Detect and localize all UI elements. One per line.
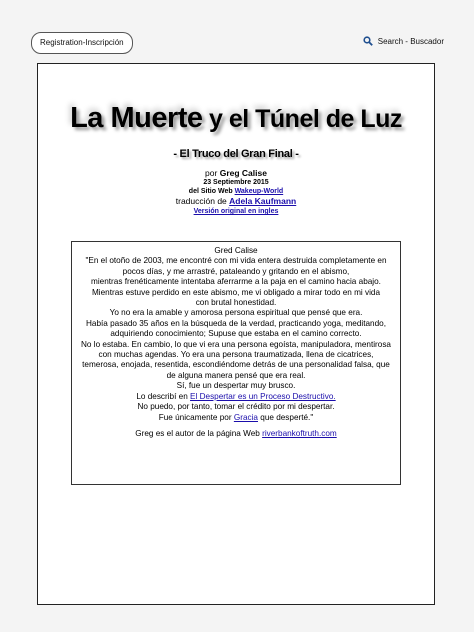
grace-suffix: que desperté."	[257, 412, 314, 422]
grace-line	[80, 413, 392, 423]
page-subtitle: - El Truco del Gran Final -	[173, 148, 299, 160]
document-page	[37, 63, 435, 605]
quote-paragraph: Yo no era la amable y amorosa persona espiritual que pensé que era.	[109, 308, 363, 318]
translation-line	[38, 196, 434, 207]
by-prefix: por	[205, 168, 220, 178]
date-line: 23 Septiembre 2015	[203, 179, 269, 186]
search-label: Search - Buscador	[377, 36, 444, 46]
original-version-link[interactable]: Versión original en ingles	[193, 208, 279, 215]
source-link[interactable]: Wakeup-World	[234, 188, 284, 195]
described-link[interactable]: El Despertar es un Proceso Destructivo.	[190, 391, 336, 401]
quote-paragraph: Había pasado 35 años en la búsqueda de la verdad, practicando yoga, meditando,	[86, 318, 386, 328]
top-bar	[0, 0, 474, 56]
quote-paragraph: Sí, fue un despertar muy brusco.	[176, 381, 296, 391]
quote-heading: Gred Calise	[214, 246, 258, 255]
quote-paragraph: No lo estaba. En cambio, lo que vi era una persona egoísta, manipuladora, mentirosa con muchas agendas. Yo era una persona traumatizada, llena de cicatrices, temerosa, enojada, resentida, escondiéndome detrás de una personalidad falsa, que de alguna manera pensé que era real.	[81, 339, 391, 380]
quote-paragraph: adquiriendo conocimiento; Supuse que estaba en el camino correcto.	[110, 329, 362, 339]
registration-button[interactable]: Registration-Inscripción	[31, 32, 133, 54]
title-part-2: y el	[202, 105, 256, 133]
grace-link[interactable]: Gracia	[233, 412, 258, 422]
source-prefix: del Sitio Web	[188, 188, 235, 195]
byline	[38, 168, 434, 216]
title-part-3: Túnel de Luz	[255, 105, 402, 133]
title-block	[38, 102, 434, 135]
described-line	[80, 392, 392, 402]
quote-paragraph: No puedo, por tanto, tomar el crédito por mi despertar.	[137, 402, 335, 412]
search-link[interactable]	[363, 36, 444, 46]
quote-paragraph: "En el otoño de 2003, me encontré con mi vida entera destruida completamente en pocos días, y me arrastré, pataleando y gritando en el abismo,	[85, 256, 387, 276]
quote-paragraph: mientras frenéticamente intentaba aferrarme a la paja en el camino hacia abajo.	[91, 277, 381, 287]
author-line	[38, 168, 434, 178]
page-title	[70, 102, 402, 135]
author-site-line	[80, 429, 392, 439]
grace-prefix: Fue únicamente por	[158, 412, 234, 422]
quote-box	[71, 241, 401, 485]
search-icon	[363, 36, 373, 46]
described-prefix: Lo describí en	[136, 391, 191, 401]
translation-prefix: traducción de	[175, 196, 230, 206]
title-part-1: La Muerte	[70, 102, 203, 134]
translator-link[interactable]: Adela Kaufmann	[229, 196, 297, 206]
source-line	[38, 187, 434, 196]
author-name: Greg Calise	[219, 168, 267, 178]
author-site-link[interactable]: riverbankoftruth.com	[262, 428, 337, 438]
quote-paragraph: Mientras estuve perdido en este abismo, me vi obligado a mirar todo en mi vida	[91, 287, 381, 297]
quote-paragraph: con brutal honestidad.	[195, 298, 277, 308]
author-site-prefix: Greg es el autor de la página Web	[135, 428, 263, 438]
original-line	[38, 207, 434, 216]
